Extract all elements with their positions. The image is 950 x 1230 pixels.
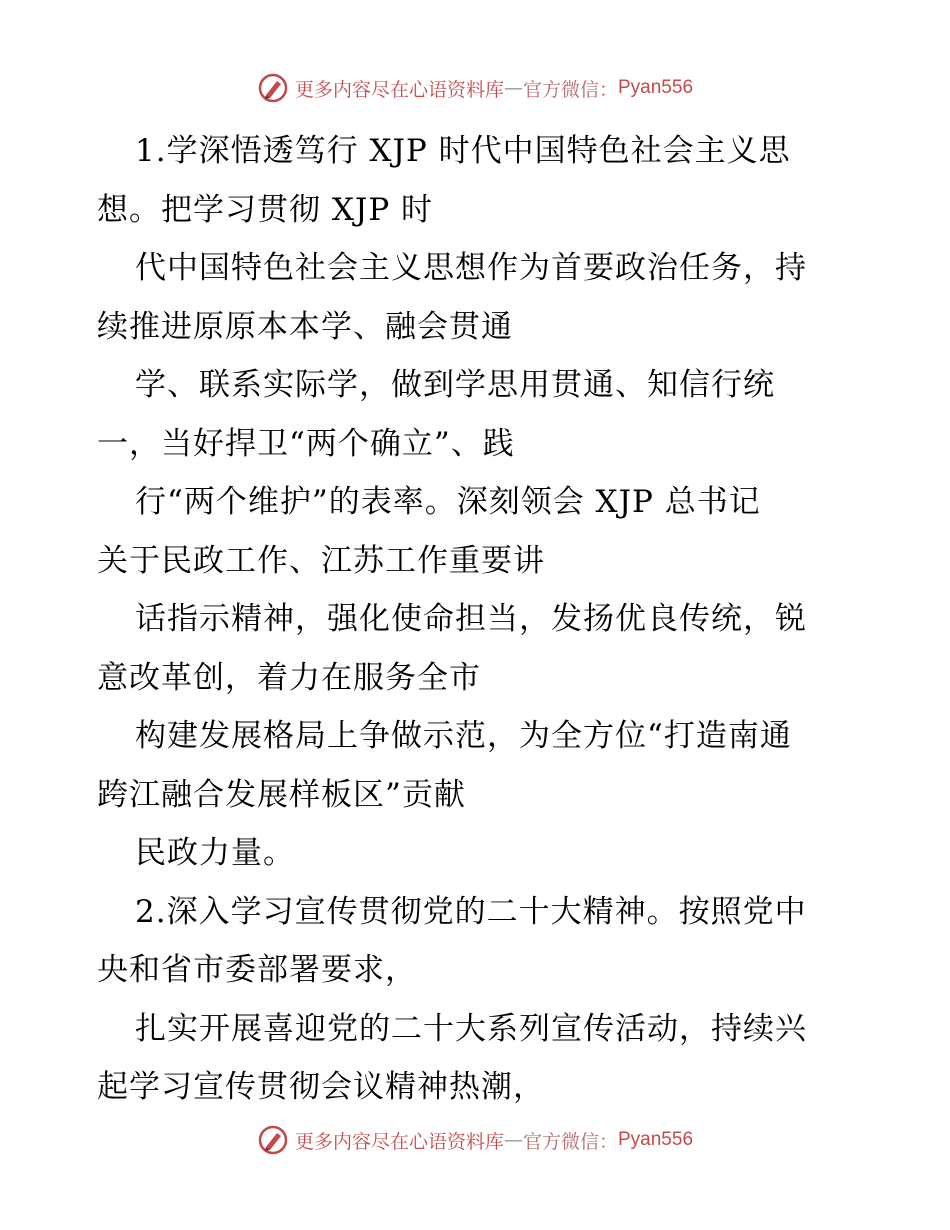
text-line: 央和省市委部署要求，	[97, 952, 417, 988]
banner-wechat-id: Pyan556	[618, 1129, 694, 1150]
text-line: 续推进原原本本学、融会贯通	[97, 308, 513, 345]
banner-dash: —	[503, 1129, 523, 1151]
text-line: 想。把学习贯彻 XJP 时	[97, 191, 434, 228]
text-line: 构建发展格局上争做示范，为全方位“打造南通	[135, 718, 792, 754]
banner-contact-label: 官方微信：	[522, 1130, 618, 1153]
footer-watermark-banner	[0, 1124, 950, 1156]
pen-logo-icon	[257, 1124, 289, 1156]
banner-dash: —	[503, 77, 523, 99]
text-line: 意改革创，着力在服务全市	[97, 659, 481, 696]
text-line: 1.学深悟透笃行 XJP 时代中国特色社会主义思	[135, 133, 791, 169]
banner-wechat-id: Pyan556	[618, 77, 694, 98]
text-line: 跨江融合发展样板区”贡献	[97, 776, 466, 813]
text-line: 关于民政工作、江苏工作重要讲	[97, 542, 545, 579]
banner-main-text: 更多内容尽在心语资料库	[294, 1130, 504, 1153]
document-body	[97, 122, 857, 1117]
banner-contact-label: 官方微信：	[522, 78, 618, 101]
text-line: 民政力量。	[135, 835, 295, 871]
text-line: 2.深入学习宣传贯彻党的二十大精神。按照党中	[135, 893, 807, 930]
text-line: 扎实开展喜迎党的二十大系列宣传活动，持续兴	[135, 1010, 807, 1047]
text-line: 话指示精神，强化使命担当，发扬优良传统，锐	[135, 601, 807, 637]
text-line: 起学习宣传贯彻会议精神热潮，	[97, 1069, 545, 1105]
pen-logo-icon	[257, 72, 289, 104]
text-line: 行“两个维护”的表率。深刻领会 XJP 总书记	[135, 484, 761, 520]
text-line: 一，当好捍卫“两个确立”、践	[97, 425, 515, 462]
text-line: 代中国特色社会主义思想作为首要政治任务，持	[135, 250, 807, 286]
text-line: 学、联系实际学，做到学思用贯通、知信行统	[135, 367, 775, 403]
banner-main-text: 更多内容尽在心语资料库	[294, 78, 504, 101]
header-watermark-banner	[0, 72, 950, 104]
